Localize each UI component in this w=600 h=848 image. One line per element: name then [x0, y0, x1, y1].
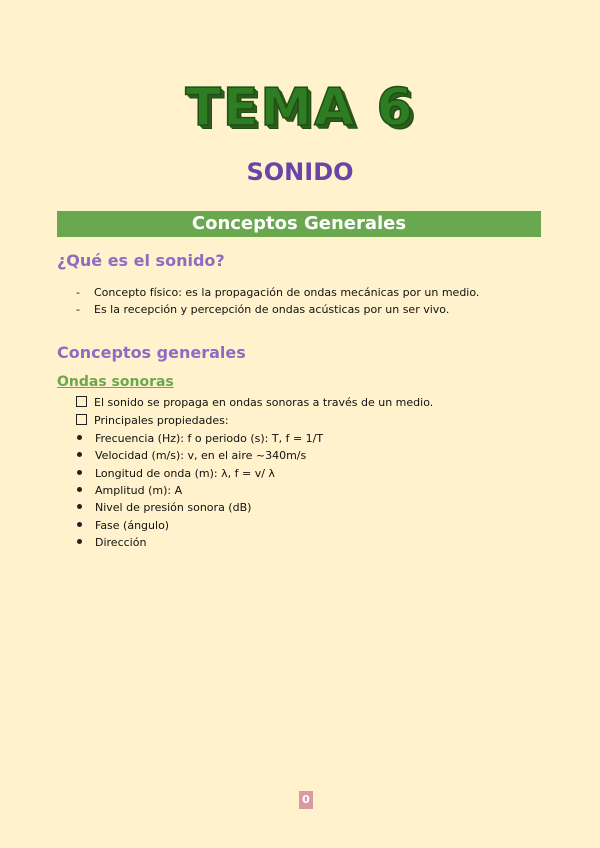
bullet-icon — [77, 504, 82, 509]
section-heading-conceptos: Conceptos generales — [57, 343, 246, 362]
bullet-icon — [77, 452, 82, 457]
section-heading-que-es: ¿Qué es el sonido? — [57, 251, 225, 270]
checkbox-item — [76, 396, 433, 410]
bullet-item-text: Frecuencia (Hz): f o periodo (s): T, f = 1/T — [95, 432, 324, 445]
list-item-text: Es la recepción y percepción de ondas acústicas por un ser vivo. — [94, 303, 450, 316]
dash-marker: - — [76, 303, 80, 316]
checkbox-item — [76, 414, 229, 428]
checkbox-icon — [76, 396, 87, 407]
subsection-heading-ondas: Ondas sonoras — [57, 374, 174, 390]
bullet-item-text: Fase (ángulo) — [95, 519, 170, 532]
bullet-icon — [77, 435, 82, 440]
bullet-item — [76, 432, 323, 446]
bullet-item-text: Amplitud (m): A — [95, 484, 183, 497]
list-item-text: Concepto físico: es la propagación de ondas mecánicas por un medio. — [94, 286, 480, 299]
list-item — [76, 286, 479, 300]
bullet-item — [76, 519, 169, 533]
bullet-item — [76, 467, 275, 481]
page-subtitle: SONIDO — [246, 158, 354, 186]
page-number: 0 — [299, 791, 313, 809]
bullet-icon — [77, 522, 82, 527]
section-banner: Conceptos Generales — [57, 211, 541, 237]
bullet-item — [76, 484, 182, 498]
dash-marker: - — [76, 286, 80, 299]
list-item — [76, 303, 449, 317]
bullet-icon — [77, 487, 82, 492]
bullet-item — [76, 449, 306, 463]
checkbox-icon — [76, 414, 87, 425]
bullet-item — [76, 501, 251, 515]
bullet-item — [76, 536, 146, 550]
bullet-item-text: Nivel de presión sonora (dB) — [95, 501, 252, 514]
checkbox-item-text: El sonido se propaga en ondas sonoras a través de un medio. — [94, 396, 434, 409]
bullet-icon — [77, 470, 82, 475]
bullet-item-text: Longitud de onda (m): λ, f = v/ λ — [95, 467, 275, 480]
bullet-icon — [77, 539, 82, 544]
checkbox-item-text: Principales propiedades: — [94, 414, 229, 427]
bullet-item-text: Dirección — [95, 536, 147, 549]
bullet-item-text: Velocidad (m/s): v, en el aire ~340m/s — [95, 449, 307, 462]
page-title: TEMA 6 — [185, 78, 415, 138]
